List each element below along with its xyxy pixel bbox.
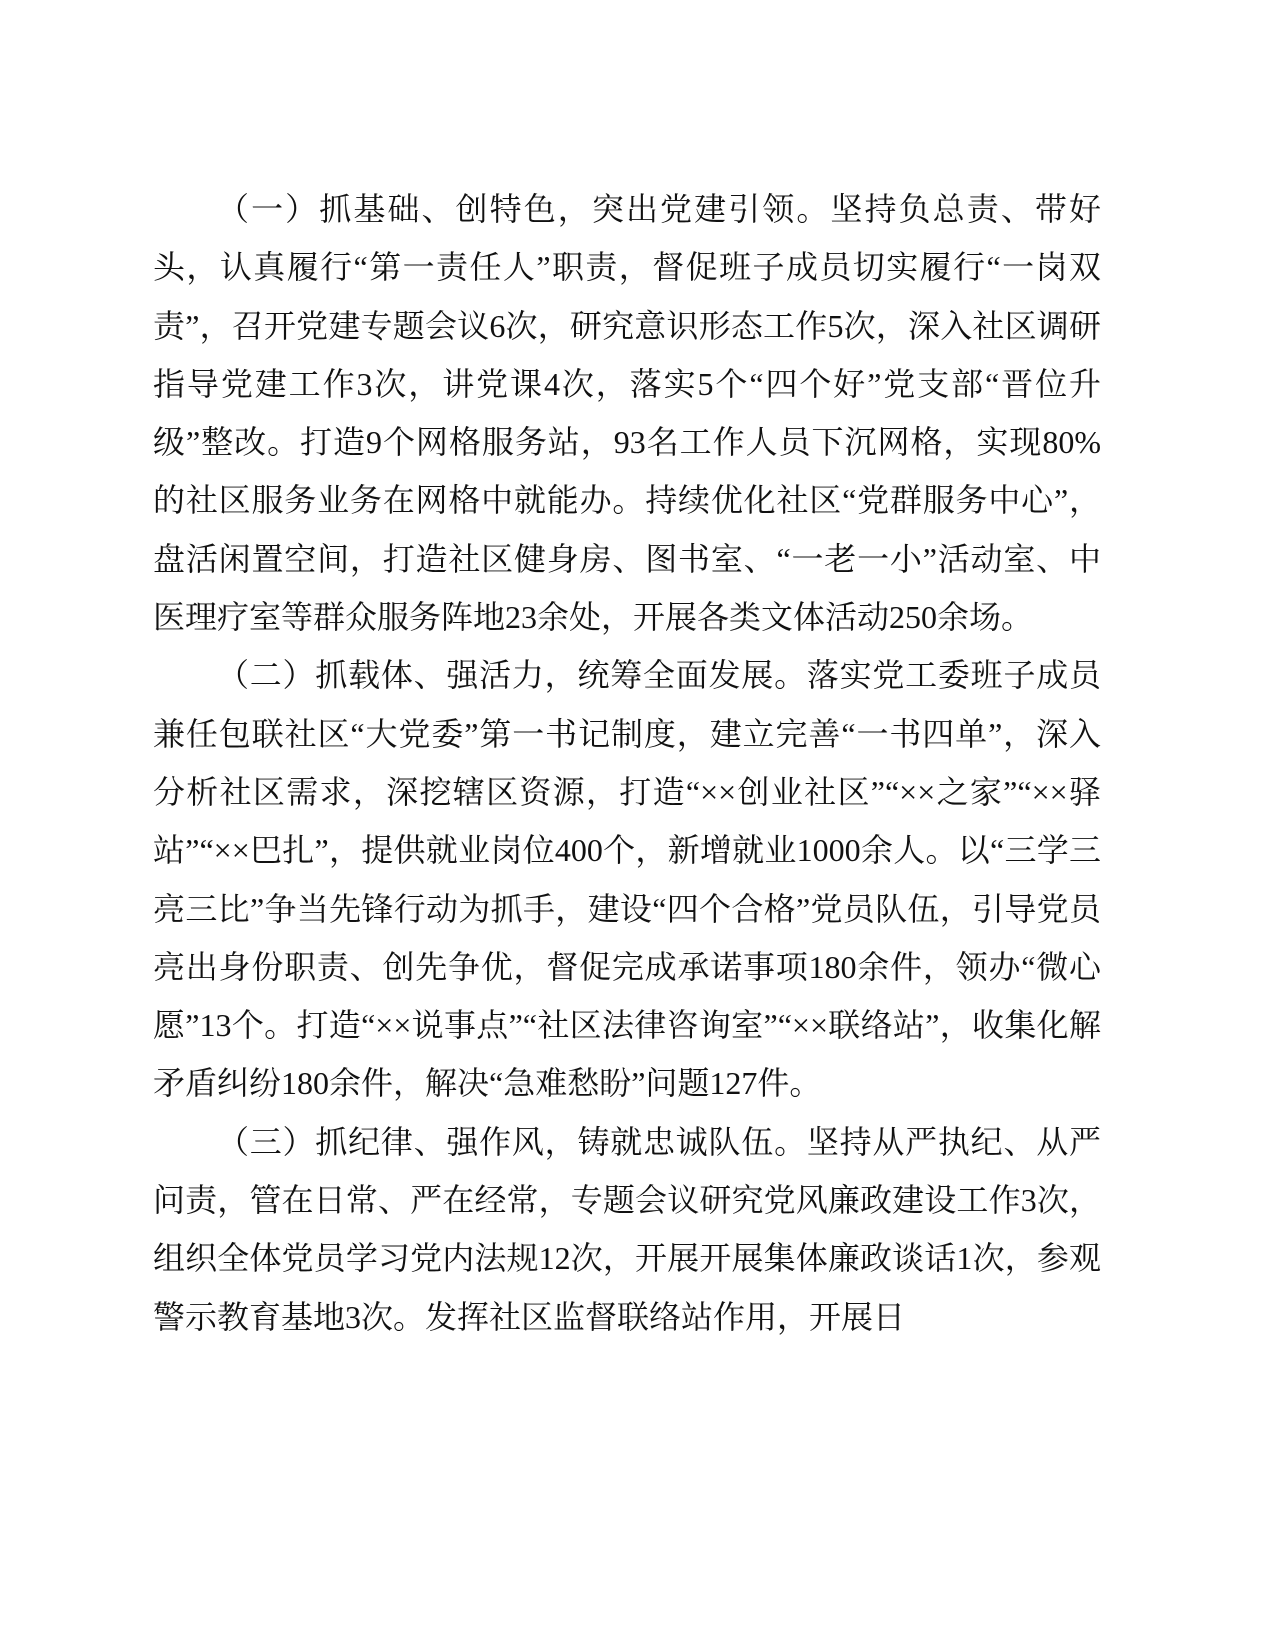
- document-body: [153, 180, 1101, 1346]
- paragraph-party-building-leadership: （一）抓基础、创特色，突出党建引领。坚持负总责、带好头，认真履行“第一责任人”职责，督促班子成员切实履行“一岗双责”，召开党建专题会议6次，研究意识形态工作5次，深入社区调研指导党建工作3次，讲党课4次，落实5个“四个好”党支部“晋位升级”整改。打造9个网格服务站，93名工作人员下沉网格，实现80%的社区服务业务在网格中就能办。持续优化社区“党群服务中心”，盘活闲置空间，打造社区健身房、图书室、“一老一小”活动室、中医理疗室等群众服务阵地23余处，开展各类文体活动250余场。: [153, 191, 1101, 636]
- paragraph-discipline-team: （三）抓纪律、强作风，铸就忠诚队伍。坚持从严执纪、从严问责，管在日常、严在经常，专题会议研究党风廉政建设工作3次，组织全体党员学习党内法规12次，开展开展集体廉政谈话1次，参观警示教育基地3次。发挥社区监督联络站作用，开展日: [153, 1123, 1101, 1335]
- paragraph-overall-development: （二）抓载体、强活力，统筹全面发展。落实党工委班子成员兼任包联社区“大党委”第一书记制度，建立完善“一书四单”，深入分析社区需求，深挖辖区资源，打造“××创业社区”“××之家”“××驿站”“××巴扎”，提供就业岗位400个，新增就业1000余人。以“三学三亮三比”争当先锋行动为抓手，建设“四个合格”党员队伍，引导党员亮出身份职责、创先争优，督促完成承诺事项180余件，领办“微心愿”13个。打造“××说事点”“社区法律咨询室”“××联络站”，收集化解矛盾纠纷180余件，解决“急难愁盼”问题127件。: [153, 657, 1101, 1102]
